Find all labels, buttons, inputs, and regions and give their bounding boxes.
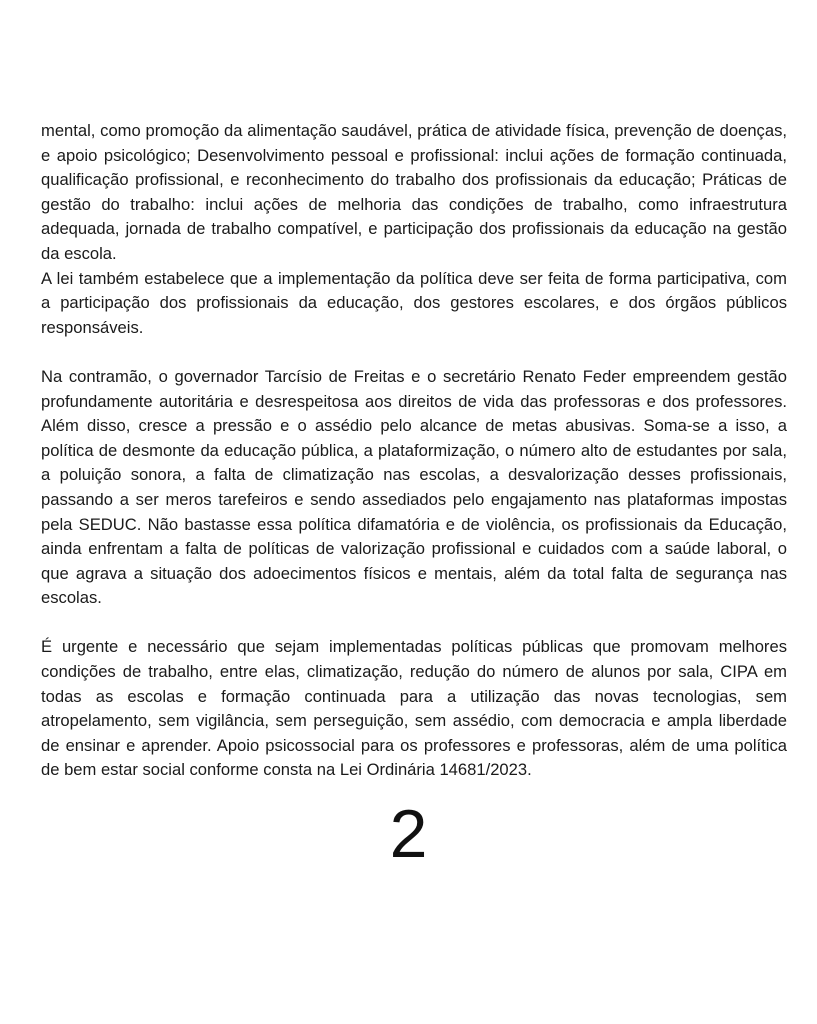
paragraph-criticism: Na contramão, o governador Tarcísio de Freitas e o secretário Renato Feder empreendem gestão profundamente autoritária e desrespeitosa aos direitos de vida das professoras e dos professores. Além disso, cresce a pressão e o assédio pelo alcance de metas abusivas. Soma-se a isso, a política de desmonte da educação pública, a plataformização, o número alto de estudantes por sala, a poluição sonora, a falta de climatização nas escolas, a desvalorização desses profissionais, passando a ser meros tarefeiros e sendo assediados pelo engajamento nas plataformas impostas pela SEDUC. Não bastasse essa política difamatória e de violência, os profissionais da Educação, ainda enfrentam a falta de políticas de valorização profissional e cuidados com a saúde laboral, o que agrava a situação dos adoecimentos físicos e mentais, além da total falta de segurança nas escolas. [41, 366, 787, 608]
page-number: 2 [389, 796, 428, 872]
paragraph-law-implementation: A lei também estabelece que a implementação da política deve ser feita de forma participativa, com a participação dos profissionais da educação, dos gestores escolares, e dos órgãos públicos responsáveis. [41, 268, 787, 337]
paragraph-demands: É urgente e necessário que sejam implementadas políticas públicas que promovam melhores condições de trabalho, entre elas, climatização, redução do número de alunos por sala, CIPA em todas as escolas e formação continuada para a utilização das novas tecnologias, sem atropelamento, sem vigilância, sem perseguição, sem assédio, com democracia e ampla liberdade de ensinar e aprender. Apoio psicossocial para os professores e professoras, além de uma política de bem estar social conforme consta na Lei Ordinária 14681/2023. [41, 637, 787, 780]
document-body [41, 119, 787, 783]
paragraph-health-practices: mental, como promoção da alimentação saudável, prática de atividade física, prevenção de doenças, e apoio psicológico; Desenvolvimento pessoal e profissional: inclui ações de formação continuada, qualificação profissional, e reconhecimento do trabalho dos profissionais da educação; Práticas de gestão do trabalho: inclui ações de melhoria das condições de trabalho, como infraestrutura adequada, jornada de trabalho compatível, e participação dos profissionais da educação na gestão da escola. [41, 121, 787, 263]
paragraph-spacer [41, 611, 787, 636]
paragraph-spacer [41, 340, 787, 365]
